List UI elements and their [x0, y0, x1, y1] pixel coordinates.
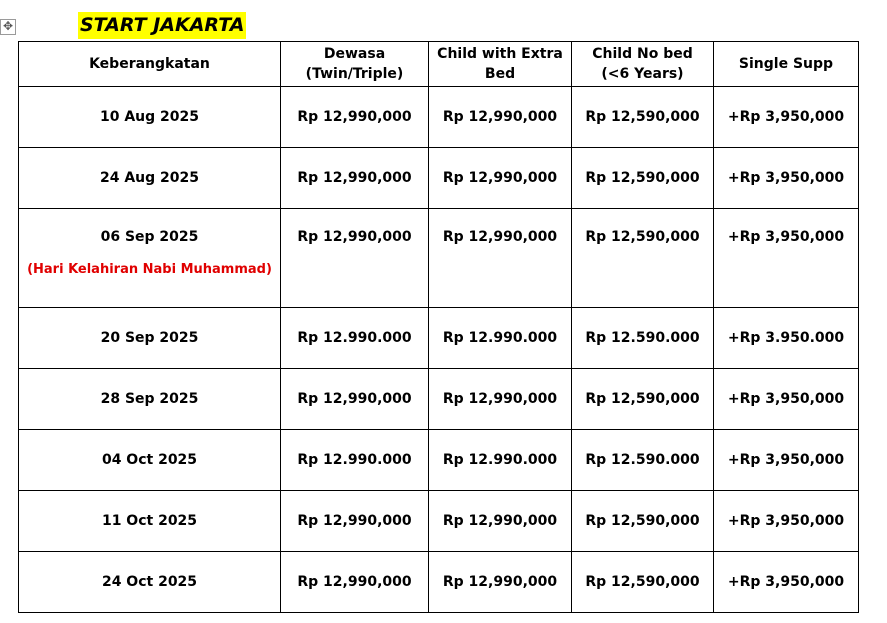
- table-row: [19, 308, 859, 369]
- single-supp-price-cell: +Rp 3,950,000: [714, 209, 859, 308]
- table-row: [19, 87, 859, 148]
- dewasa-price-cell: Rp 12,990,000: [281, 369, 429, 430]
- child-extra-bed-price-cell: Rp 12,990,000: [429, 491, 572, 552]
- header-row: [19, 42, 859, 87]
- dewasa-price-cell: Rp 12,990,000: [281, 491, 429, 552]
- header-child-no-bed: Child No bed (<6 Years): [572, 42, 714, 87]
- table-row: [19, 491, 859, 552]
- date-cell: 24 Oct 2025: [19, 552, 281, 613]
- child-extra-bed-price-cell: Rp 12.990.000: [429, 430, 572, 491]
- date-cell: 28 Sep 2025: [19, 369, 281, 430]
- table-row: [19, 209, 859, 308]
- date-cell: [19, 209, 281, 308]
- child-no-bed-price-cell: Rp 12,590,000: [572, 209, 714, 308]
- single-supp-price-cell: +Rp 3,950,000: [714, 552, 859, 613]
- child-extra-bed-price-cell: Rp 12,990,000: [429, 552, 572, 613]
- header-dewasa: Dewasa (Twin/Triple): [281, 42, 429, 87]
- date-cell: 20 Sep 2025: [19, 308, 281, 369]
- dewasa-price-cell: Rp 12,990,000: [281, 87, 429, 148]
- dewasa-price-cell: Rp 12,990,000: [281, 148, 429, 209]
- table-row: [19, 430, 859, 491]
- child-extra-bed-price-cell: Rp 12,990,000: [429, 148, 572, 209]
- dewasa-price-cell: Rp 12,990,000: [281, 209, 429, 308]
- page-title: START JAKARTA: [78, 12, 246, 39]
- single-supp-price-cell: +Rp 3,950,000: [714, 369, 859, 430]
- date-text: 06 Sep 2025: [100, 229, 199, 245]
- move-arrows-icon[interactable]: ✥: [0, 19, 16, 35]
- single-supp-price-cell: +Rp 3,950,000: [714, 430, 859, 491]
- single-supp-price-cell: +Rp 3,950,000: [714, 491, 859, 552]
- date-cell: 04 Oct 2025: [19, 430, 281, 491]
- child-extra-bed-price-cell: Rp 12,990,000: [429, 209, 572, 308]
- child-extra-bed-price-cell: Rp 12.990.000: [429, 308, 572, 369]
- child-no-bed-price-cell: Rp 12,590,000: [572, 491, 714, 552]
- child-no-bed-price-cell: Rp 12,590,000: [572, 369, 714, 430]
- price-table: [18, 41, 859, 613]
- dewasa-price-cell: Rp 12.990.000: [281, 308, 429, 369]
- single-supp-price-cell: +Rp 3,950,000: [714, 87, 859, 148]
- child-no-bed-price-cell: Rp 12.590.000: [572, 430, 714, 491]
- child-no-bed-price-cell: Rp 12,590,000: [572, 552, 714, 613]
- date-cell: 10 Aug 2025: [19, 87, 281, 148]
- holiday-note: (Hari Kelahiran Nabi Muhammad): [27, 262, 272, 277]
- table-row: [19, 369, 859, 430]
- dewasa-price-cell: Rp 12.990.000: [281, 430, 429, 491]
- date-cell: 24 Aug 2025: [19, 148, 281, 209]
- text-cursor: [858, 552, 859, 574]
- child-no-bed-price-cell: Rp 12.590.000: [572, 308, 714, 369]
- table-row: [19, 148, 859, 209]
- single-supp-price-cell: +Rp 3,950,000: [714, 148, 859, 209]
- child-extra-bed-price-cell: Rp 12,990,000: [429, 87, 572, 148]
- child-extra-bed-price-cell: Rp 12,990,000: [429, 369, 572, 430]
- single-supp-price-cell: +Rp 3.950.000: [714, 308, 859, 369]
- date-cell: 11 Oct 2025: [19, 491, 281, 552]
- table-row: [19, 552, 859, 613]
- child-no-bed-price-cell: Rp 12,590,000: [572, 148, 714, 209]
- header-child-extra-bed: Child with Extra Bed: [429, 42, 572, 87]
- header-single-supp: Single Supp: [714, 42, 859, 87]
- child-no-bed-price-cell: Rp 12,590,000: [572, 87, 714, 148]
- header-keberangkatan: Keberangkatan: [19, 42, 281, 87]
- dewasa-price-cell: Rp 12,990,000: [281, 552, 429, 613]
